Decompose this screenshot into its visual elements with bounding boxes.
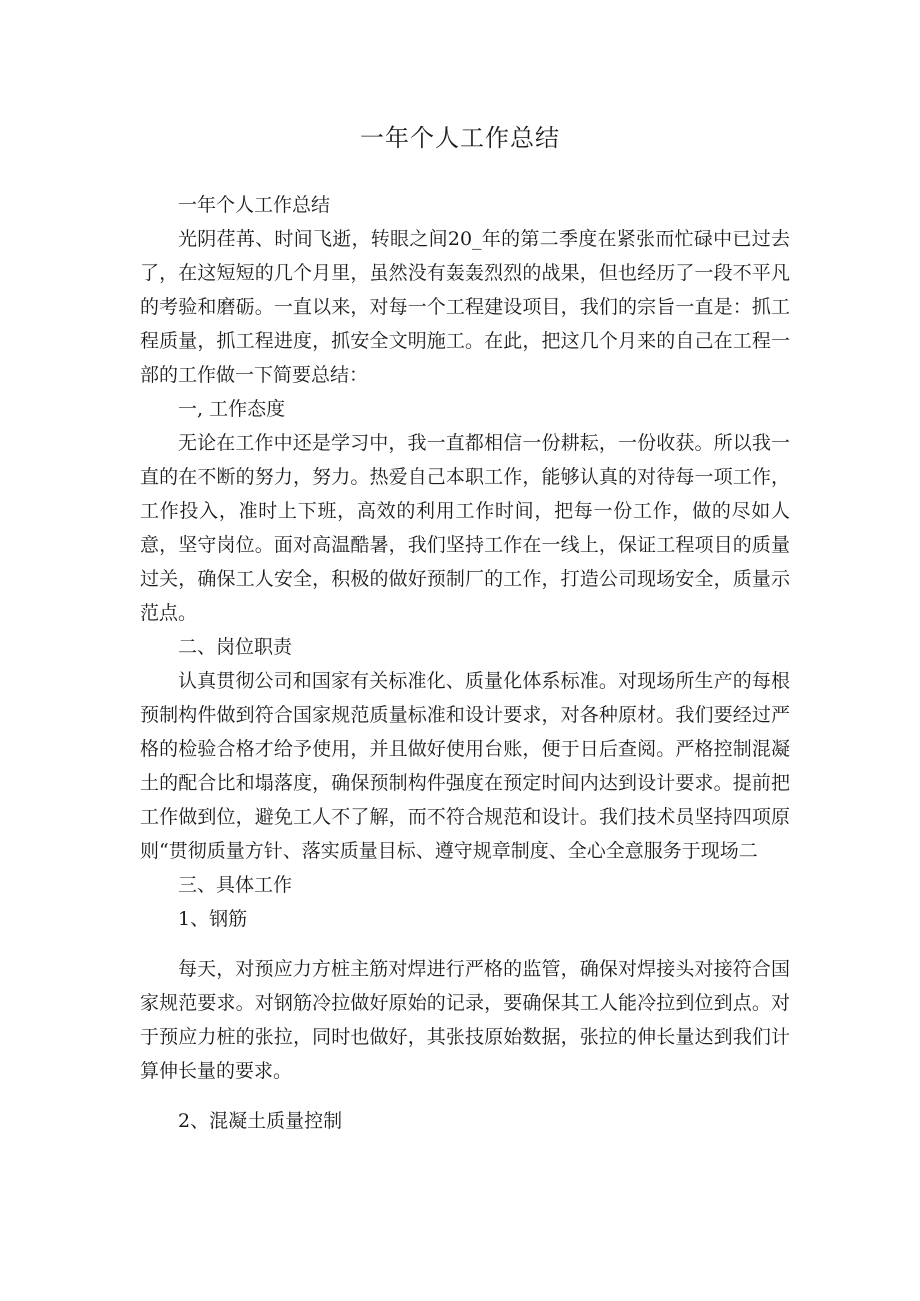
item-body-rebar: 每天，对预应力方桩主筋对焊进行严格的监管，确保对焊接头对接符合国家规范要求。对钢筋冷拉做好原始的记录，要确保其工人能冷拉到位到点。对于预应力桩的张拉，同时也做好，其张技原始数据，张拉的伸长量达到我们计算伸长量的要求。 <box>140 958 790 1082</box>
section-body-duties: 认真贯彻公司和国家有关标准化、质量化体系标准。对现场所生产的每根预制构件做到符合国家规范质量标准和设计要求，对各种原材。我们要经过严格的检验合格才给予使用，并且做好使用台账，便于日后查阅。严格控制混凝土的配合比和塌落度，确保预制构件强度在预定时间内达到设计要求。提前把工作做到位，避免工人不了解，而不符合规范和设计。我们技术员坚持四项原则“贯彻质量方针、落实质量目标、遵守规章制度、全心全意服务于现场二 <box>140 670 790 862</box>
section-heading-duties: 二、岗位职责 <box>178 636 293 658</box>
section-body-attitude: 无论在工作中还是学习中，我一直都相信一份耕耘，一份收获。所以我一直的在不断的努力，努力。热爱自己本职工作，能够认真的对待每一项工作，工作投入，准时上下班，高效的利用工作时间，把每一份工作，做的尽如人意，坚守岗位。面对高温酷暑，我们坚持工作在一线上，保证工程项目的质量过关，确保工人安全，积极的做好预制厂的工作，打造公司现场安全，质量示范点。 <box>140 432 790 624</box>
document-title: 一年个人工作总结 <box>360 124 560 152</box>
section-heading-specific-work: 三、具体工作 <box>178 874 293 896</box>
item-heading-concrete: 2、混凝土质量控制 <box>178 1110 343 1132</box>
item-heading-rebar: 1、钢筋 <box>178 908 248 930</box>
document-body <box>140 188 790 1154</box>
section-heading-attitude: 一, 工作态度 <box>178 398 286 420</box>
document-subtitle: 一年个人工作总结 <box>178 194 331 216</box>
intro-paragraph: 光阴荏苒、时间飞逝，转眼之间20_年的第二季度在紧张而忙碌中已过去了，在这短短的几个月里，虽然没有轰轰烈烈的战果，但也经历了一段不平凡的考验和磨砺。一直以来，对每一个工程建设项目，我们的宗旨一直是：抓工程质量，抓工程进度，抓安全文明施工。在此，把这几个月来的自己在工程一部的工作做一下简要总结： <box>140 228 790 386</box>
